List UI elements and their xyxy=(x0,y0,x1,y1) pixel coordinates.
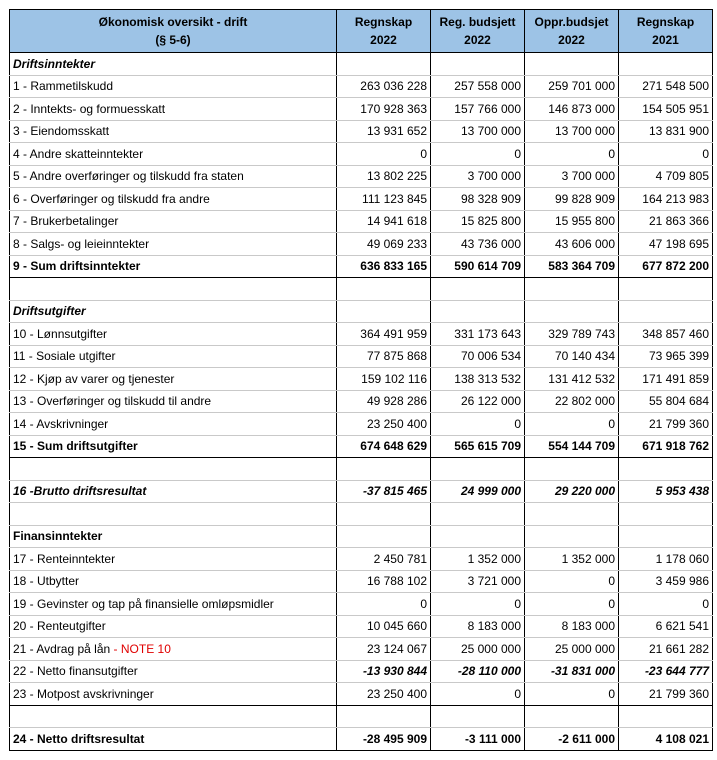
row-label: 1 - Rammetilskudd xyxy=(10,75,337,98)
row-label: 4 - Andre skatteinntekter xyxy=(10,143,337,166)
table-row: 12 - Kjøp av varer og tjenester 159 102 116 138 313 532 131 412 532 171 491 859 xyxy=(10,368,713,391)
row-label: 20 - Renteutgifter xyxy=(10,615,337,638)
header-col-3: Oppr.budsjet 2022 xyxy=(525,10,619,53)
table-row: 13 - Overføringer og tilskudd til andre 49 928 286 26 122 000 22 802 000 55 804 684 xyxy=(10,390,713,413)
row-label: 14 - Avskrivninger xyxy=(10,413,337,436)
row-label: 21 - Avdrag på lån - NOTE 10 xyxy=(10,638,337,661)
row-label: 8 - Salgs- og leieinntekter xyxy=(10,233,337,256)
section-row-finansinntekter xyxy=(10,525,713,548)
table-row: 23 - Motpost avskrivninger 23 250 400 0 0 21 799 360 xyxy=(10,683,713,706)
table-row: 5 - Andre overføringer og tilskudd fra staten 13 802 225 3 700 000 3 700 000 4 709 805 xyxy=(10,165,713,188)
table-row: 6 - Overføringer og tilskudd fra andre 111 123 845 98 328 909 99 828 909 164 213 983 xyxy=(10,188,713,211)
row-label: 18 - Utbytter xyxy=(10,570,337,593)
row-label: 16 -Brutto driftsresultat xyxy=(10,480,337,503)
header-subtitle: (§ 5-6) xyxy=(155,33,191,47)
table-row: 19 - Gevinster og tap på finansielle omløpsmidler 0 0 0 0 xyxy=(10,593,713,616)
table-row: 21 - Avdrag på lån - NOTE 10 23 124 067 25 000 000 25 000 000 21 661 282 xyxy=(10,638,713,661)
table-row: 2 - Inntekts- og formuesskatt 170 928 363 157 766 000 146 873 000 154 505 951 xyxy=(10,98,713,121)
section-title: Driftsutgifter xyxy=(10,300,337,323)
row-label: 13 - Overføringer og tilskudd til andre xyxy=(10,390,337,413)
table-row: 18 - Utbytter 16 788 102 3 721 000 0 3 459 986 xyxy=(10,570,713,593)
row-label: 7 - Brukerbetalinger xyxy=(10,210,337,233)
table-row: 8 - Salgs- og leieinntekter 49 069 233 43 736 000 43 606 000 47 198 695 xyxy=(10,233,713,256)
result-row: 16 -Brutto driftsresultat -37 815 465 24 999 000 29 220 000 5 953 438 xyxy=(10,480,713,503)
row-label: 19 - Gevinster og tap på finansielle omløpsmidler xyxy=(10,593,337,616)
row-label: 11 - Sosiale utgifter xyxy=(10,345,337,368)
final-result-row: 24 - Netto driftsresultat -28 495 909 -3 111 000 -2 611 000 4 108 021 xyxy=(10,728,713,751)
row-label: 6 - Overføringer og tilskudd fra andre xyxy=(10,188,337,211)
section-row-driftsutgifter xyxy=(10,300,713,323)
row-label: 9 - Sum driftsinntekter xyxy=(10,255,337,278)
operating-overview-table xyxy=(9,9,713,751)
row-label: 2 - Inntekts- og formuesskatt xyxy=(10,98,337,121)
table-row: 10 - Lønnsutgifter 364 491 959 331 173 643 329 789 743 348 857 460 xyxy=(10,323,713,346)
table-header xyxy=(10,10,713,53)
sum-row: 9 - Sum driftsinntekter 636 833 165 590 614 709 583 364 709 677 872 200 xyxy=(10,255,713,278)
table-row: 4 - Andre skatteinntekter 0 0 0 0 xyxy=(10,143,713,166)
table-row: 1 - Rammetilskudd 263 036 228 257 558 000 259 701 000 271 548 500 xyxy=(10,75,713,98)
row-label: 23 - Motpost avskrivninger xyxy=(10,683,337,706)
row-label: 12 - Kjøp av varer og tjenester xyxy=(10,368,337,391)
table-row: 20 - Renteutgifter 10 045 660 8 183 000 8 183 000 6 621 541 xyxy=(10,615,713,638)
header-col-2: Reg. budsjett 2022 xyxy=(431,10,525,53)
table-row: 17 - Renteinntekter 2 450 781 1 352 000 1 352 000 1 178 060 xyxy=(10,548,713,571)
table-row: 11 - Sosiale utgifter 77 875 868 70 006 534 70 140 434 73 965 399 xyxy=(10,345,713,368)
table-row: 7 - Brukerbetalinger 14 941 618 15 825 800 15 955 800 21 863 366 xyxy=(10,210,713,233)
blank-row xyxy=(10,458,713,481)
row-label: 5 - Andre overføringer og tilskudd fra staten xyxy=(10,165,337,188)
sum-row: 15 - Sum driftsutgifter 674 648 629 565 615 709 554 144 709 671 918 762 xyxy=(10,435,713,458)
blank-row xyxy=(10,503,713,526)
row-label: 10 - Lønnsutgifter xyxy=(10,323,337,346)
row-label: 17 - Renteinntekter xyxy=(10,548,337,571)
row-label: 24 - Netto driftsresultat xyxy=(10,728,337,751)
section-title: Finansinntekter xyxy=(10,525,337,548)
header-col-4: Regnskap 2021 xyxy=(619,10,713,53)
row-label: 22 - Netto finansutgifter xyxy=(10,660,337,683)
header-label-cell xyxy=(10,10,337,53)
table-row: 3 - Eiendomsskatt 13 931 652 13 700 000 13 700 000 13 831 900 xyxy=(10,120,713,143)
table-body xyxy=(10,53,713,751)
header-title: Økonomisk oversikt - drift xyxy=(98,15,248,29)
section-row-driftsinntekter xyxy=(10,53,713,76)
note-reference: - NOTE 10 xyxy=(113,641,171,656)
row-label: 15 - Sum driftsutgifter xyxy=(10,435,337,458)
table-row: 22 - Netto finansutgifter -13 930 844 -28 110 000 -31 831 000 -23 644 777 xyxy=(10,660,713,683)
blank-row xyxy=(10,705,713,728)
operating-overview-table-wrapper xyxy=(9,9,713,751)
row-label: 3 - Eiendomsskatt xyxy=(10,120,337,143)
blank-row xyxy=(10,278,713,301)
header-col-1: Regnskap 2022 xyxy=(337,10,431,53)
section-title: Driftsinntekter xyxy=(10,53,337,76)
table-row: 14 - Avskrivninger 23 250 400 0 0 21 799 360 xyxy=(10,413,713,436)
